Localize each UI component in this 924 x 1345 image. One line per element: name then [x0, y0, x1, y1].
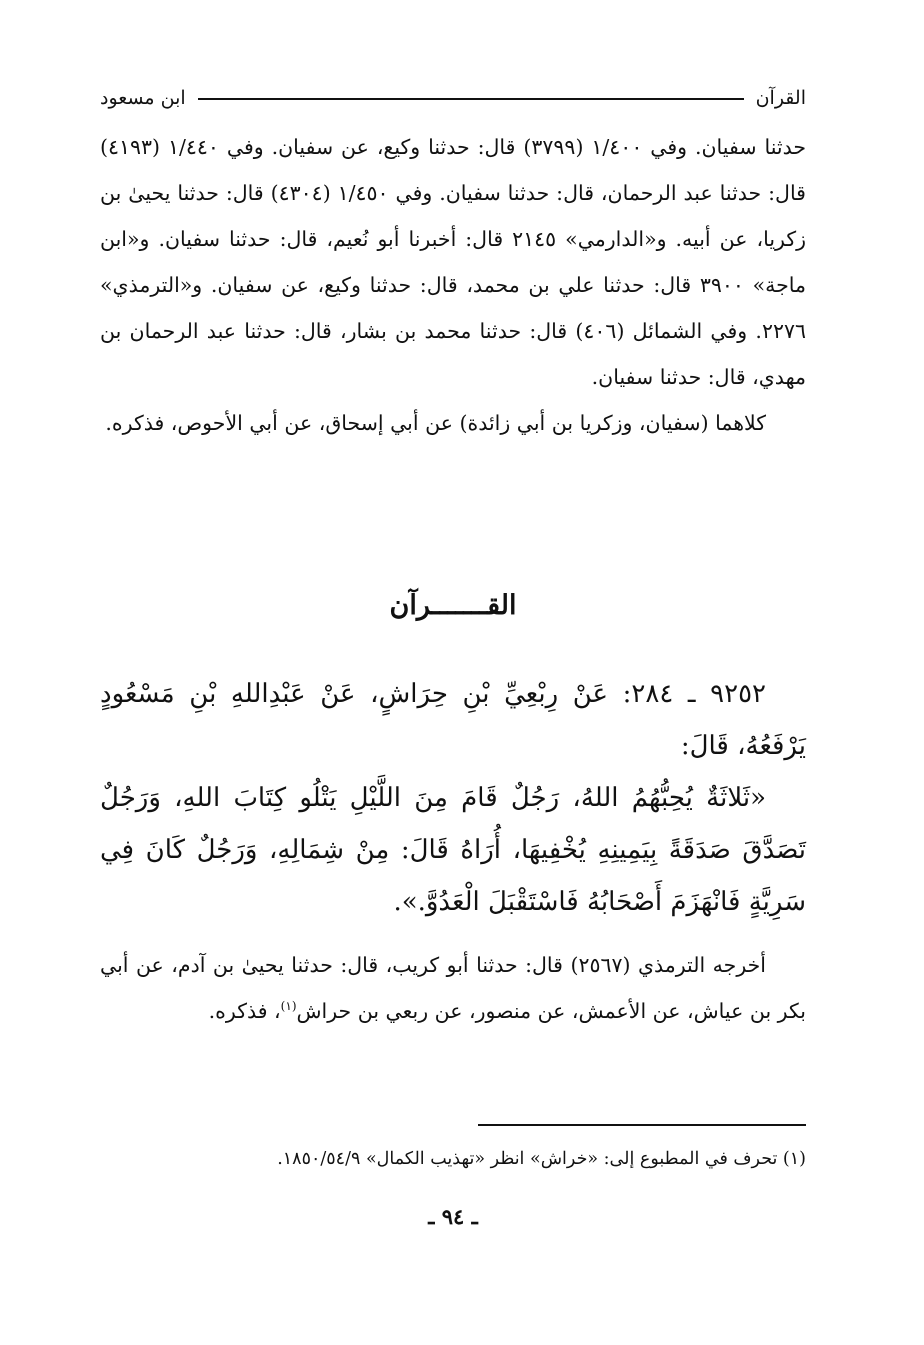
- hadith-isnad: ٩٢٥٢ ـ ٢٨٤: عَنْ رِبْعِيِّ بْنِ حِرَاشٍ، عَنْ عَبْدِاللهِ بْنِ مَسْعُودٍ يَرْفَعُهُ، قَالَ:: [100, 679, 806, 761]
- takhrij-paragraph: [100, 942, 806, 1034]
- hadith-matn: «ثَلاثَةٌ يُحِبُّهُمُ اللهُ، رَجُلٌ قَامَ مِنَ اللَّيْلِ يَتْلُو كِتَابَ اللهِ، وَرَجُلٌ تَصَدَّقَ صَدَقَةً بِيَمِينِهِ يُخْفِيهَا، أُرَاهُ قَالَ: مِنْ شِمَالِهِ، وَرَجُلٌ كَانَ فِي سَرِيَّةٍ فَانْهَزَمَ أَصْحَابُهُ فَاسْتَقْبَلَ الْعَدُوَّ.».: [100, 783, 806, 917]
- takhrij-text: [100, 942, 806, 1034]
- page-number: ـ ٩٤ ـ: [428, 1204, 478, 1229]
- book-page: [100, 0, 806, 1345]
- running-head-section: القرآن: [755, 87, 806, 109]
- footnote: (١) تحرف في المطبوع إلى: «خراش» انظر «تهذيب الكمال» ١٨٥٠/٥٤/٩.: [277, 1149, 806, 1169]
- hadith-text: [100, 668, 806, 928]
- running-head: [100, 84, 806, 112]
- running-head-rule: [198, 98, 744, 100]
- footnote-rule: [478, 1124, 806, 1126]
- takhrij-before-ref: أخرجه الترمذي (٢٥٦٧) قال: حدثنا أبو كريب، قال: حدثنا يحيىٰ بن آدم، عن أبي بكر بن عياش، عن الأعمش، عن منصور، عن ربعي بن حراش: [100, 953, 806, 1023]
- footnote-ref[interactable]: (١): [280, 999, 297, 1014]
- takhrij-after-ref: ، فذكره.: [208, 999, 281, 1023]
- body-text: [100, 124, 806, 446]
- body-paragraph-1: حدثنا سفيان. وفي ١/٤٠٠ (٣٧٩٩) قال: حدثنا وكيع، عن سفيان. وفي ١/٤٤٠ (٤١٩٣) قال: حدثنا عبد الرحمان، قال: حدثنا سفيان. وفي ١/٤٥٠ (٤٣٠٤) قال: حدثنا يحيىٰ بن زكريا، عن أبيه. و«الدارمي» ٢١٤٥ قال: أخبرنا أبو نُعيم، قال: حدثنا سفيان. و«ابن ماجة» ٣٩٠٠ قال: حدثنا علي بن محمد، قال: حدثنا وكيع، عن سفيان. و«الترمذي» ٢٢٧٦. وفي الشمائل (٤٠٦) قال: حدثنا محمد بن بشار، قال: حدثنا عبد الرحمان بن مهدي، قال: حدثنا سفيان.: [100, 135, 807, 389]
- running-head-author: ابن مسعود: [100, 87, 186, 109]
- section-title: القـــــــرآن: [389, 590, 517, 621]
- body-paragraph-2: كلاهما (سفيان، وزكريا بن أبي زائدة) عن أبي إسحاق، عن أبي الأحوص، فذكره.: [105, 411, 766, 435]
